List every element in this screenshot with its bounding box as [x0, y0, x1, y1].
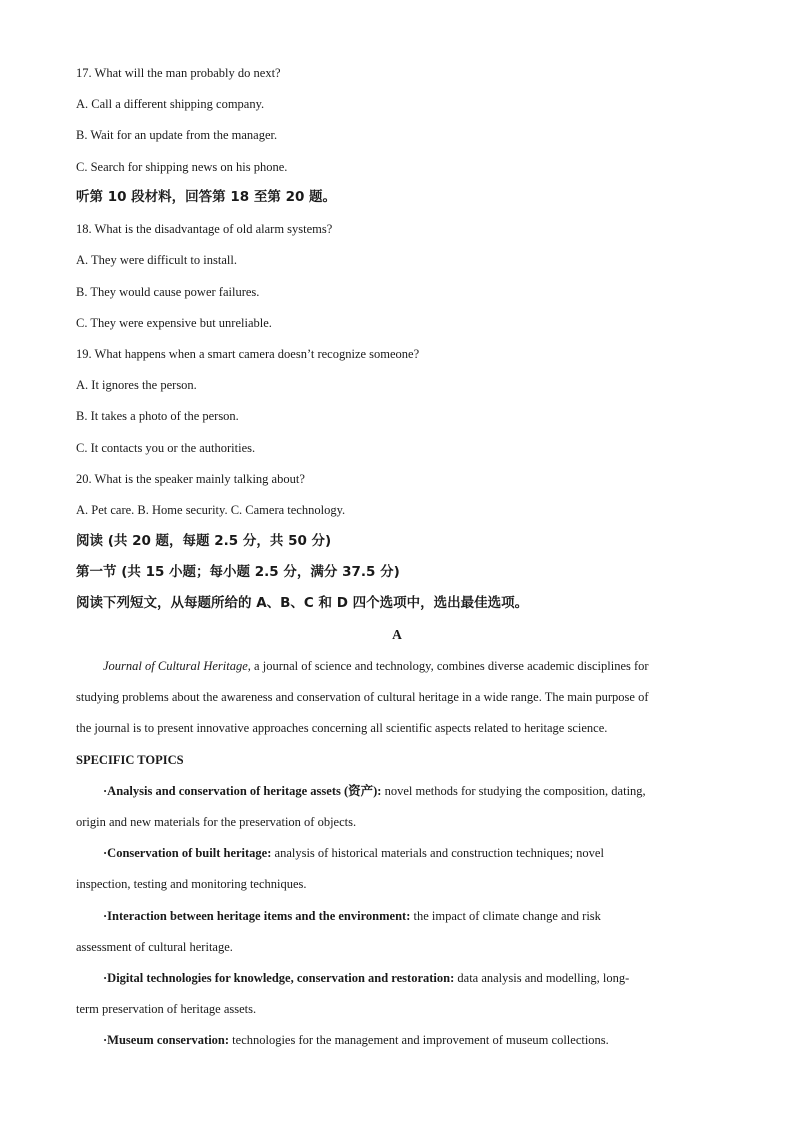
topic-text: novel methods for studying the composition, dating, — [381, 784, 646, 798]
topic-text: analysis of historical materials and construction techniques; novel — [271, 846, 604, 860]
q18-option-c: C. They were expensive but unreliable. — [76, 316, 272, 330]
part1-header: 第一节 (共 15 小题；每小题 2.5 分，满分 37.5 分) — [76, 564, 400, 580]
topic-text: data analysis and modelling, long- — [454, 971, 630, 985]
intro-line-3: the journal is to present innovative approaches concerning all scientific aspects related to heritage science. — [76, 721, 608, 735]
topic-heading: ·Conservation of built heritage: — [103, 846, 272, 860]
intro-line-1-rest: , a journal of science and technology, combines diverse academic disciplines for — [247, 659, 649, 673]
q17-question: 17. What will the man probably do next? — [76, 66, 281, 80]
topic-item — [103, 970, 718, 986]
topic-item — [103, 783, 718, 799]
section10-header: 听第 10 段材料，回答第 18 至第 20 题。 — [76, 189, 337, 205]
q19-option-b: B. It takes a photo of the person. — [76, 409, 239, 423]
q20-options: A. Pet care. B. Home security. C. Camera technology. — [76, 503, 346, 517]
passage-label: A — [392, 627, 402, 642]
topic-heading: ·Digital technologies for knowledge, conservation and restoration: — [103, 971, 455, 985]
topic-text: technologies for the management and improvement of museum collections. — [229, 1033, 609, 1047]
topic-continuation: origin and new materials for the preservation of objects. — [76, 815, 357, 829]
topic-heading: ·Analysis and conservation of heritage assets (资产): — [103, 784, 382, 798]
q19-question: 19. What happens when a smart camera doesn’t recognize someone? — [76, 347, 420, 361]
topic-item — [103, 1032, 718, 1048]
reading-header: 阅读 (共 20 题，每题 2.5 分，共 50 分) — [76, 533, 332, 549]
journal-name: Journal of Cultural Heritage — [103, 659, 248, 673]
topic-item — [103, 845, 718, 861]
topic-continuation: assessment of cultural heritage. — [76, 940, 233, 954]
instructions: 阅读下列短文，从每题所给的 A、B、C 和 D 四个选项中，选出最佳选项。 — [76, 595, 529, 611]
topic-heading: ·Museum conservation: — [103, 1033, 230, 1047]
q17-option-c: C. Search for shipping news on his phone. — [76, 160, 288, 174]
topic-text: the impact of climate change and risk — [410, 909, 601, 923]
q18-option-b: B. They would cause power failures. — [76, 285, 260, 299]
q19-option-c: C. It contacts you or the authorities. — [76, 441, 256, 455]
q18-question: 18. What is the disadvantage of old alarm systems? — [76, 222, 333, 236]
topic-continuation: inspection, testing and monitoring techniques. — [76, 877, 307, 891]
topic-item — [103, 908, 718, 924]
q17-option-b: B. Wait for an update from the manager. — [76, 128, 278, 142]
q19-option-a: A. It ignores the person. — [76, 378, 197, 392]
intro-line-1 — [103, 658, 718, 674]
intro-line-2: studying problems about the awareness and conservation of cultural heritage in a wide range. The main purpose of — [76, 690, 649, 704]
topic-heading: ·Interaction between heritage items and the environment: — [103, 909, 411, 923]
topics-title: SPECIFIC TOPICS — [76, 753, 184, 767]
q20-question: 20. What is the speaker mainly talking about? — [76, 472, 305, 486]
topic-continuation: term preservation of heritage assets. — [76, 1002, 257, 1016]
q17-option-a: A. Call a different shipping company. — [76, 97, 265, 111]
q18-option-a: A. They were difficult to install. — [76, 253, 237, 267]
